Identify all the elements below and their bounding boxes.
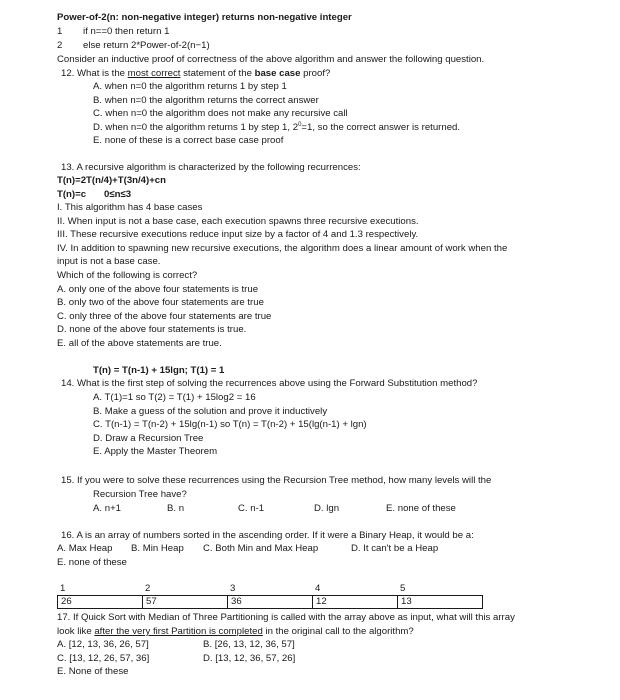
q12-underlined: most correct <box>127 68 181 79</box>
q12-prefix: 12. What is the <box>61 68 128 79</box>
q16-option-c: C. Both Min and Max Heap <box>203 543 319 554</box>
q15-option-b: B. n <box>167 503 185 514</box>
q17-pre: look like <box>57 626 95 637</box>
q13-which: Which of the following is correct? <box>57 270 198 281</box>
question-17a: 17. If Quick Sort with Median of Three Partitioning is called with the array above as input, what will this array <box>57 612 515 623</box>
q12-d-pre: D. when n=0 the algorithm returns 1 by step 1, 2 <box>93 122 299 133</box>
algorithm-line-2 <box>57 39 210 52</box>
q13-statement-3: III. These recursive executions reduce input size by a factor of 4 and 1.3 respectively. <box>57 229 419 240</box>
q17-option-a: A. [12, 13, 36, 26, 57] <box>57 639 149 650</box>
array-index-5: 5 <box>400 583 406 594</box>
question-16: 16. A is an array of numbers sorted in the ascending order. If it were a Binary Heap, it would be a: <box>61 530 474 541</box>
q13-option-c: C. only three of the above four statements are true <box>57 311 272 322</box>
q12-option-b: B. when n=0 the algorithm returns the correct answer <box>93 95 319 106</box>
q17-option-d: D. [13, 12, 36, 57, 26] <box>203 653 296 664</box>
line-text: if n==0 then return 1 <box>83 26 170 37</box>
array-cell-4: 12 <box>313 596 398 609</box>
q14-option-c: C. T(n-1) = T(n-2) + 15lg(n-1) so T(n) = T(n-2) + 15(lg(n-1) + lgn) <box>93 419 367 430</box>
array-index-1: 1 <box>60 583 66 594</box>
question-14: 14. What is the first step of solving the recurrences above using the Forward Substitution method? <box>61 378 478 389</box>
algorithm-title: Power-of-2(n: non-negative integer) returns non-negative integer <box>57 12 352 23</box>
q17-option-e: E. None of these <box>57 666 129 677</box>
q14-recurrence: T(n) = T(n-1) + 15lgn; T(1) = 1 <box>93 365 225 376</box>
array-index-2: 2 <box>145 583 151 594</box>
q15-option-c: C. n-1 <box>238 503 265 514</box>
q17-post: in the original call to the algorithm? <box>262 626 414 637</box>
q12-d-post: =1, so the correct answer is returned. <box>301 122 461 133</box>
array-index-4: 4 <box>315 583 321 594</box>
q13-option-e: E. all of the above statements are true. <box>57 338 222 349</box>
q13-recurrence-2 <box>57 188 131 201</box>
q16-option-d: D. It can't be a Heap <box>351 543 439 554</box>
q12-middle: statement of the <box>180 68 255 79</box>
q16-option-b: B. Min Heap <box>131 543 184 554</box>
line-number: 1 <box>57 26 63 37</box>
q13-option-d: D. none of the above four statements is true. <box>57 324 247 335</box>
question-12 <box>61 67 330 80</box>
q14-option-a: A. T(1)=1 so T(2) = T(1) + 15log2 = 16 <box>93 392 256 403</box>
q16-option-e: E. none of these <box>57 557 127 568</box>
q15-option-d: D. lgn <box>314 503 340 514</box>
q13-statement-2: II. When input is not a base case, each execution spawns three recursive executions. <box>57 216 419 227</box>
q14-option-e: E. Apply the Master Theorem <box>93 446 218 457</box>
array-cell-2: 57 <box>143 596 228 609</box>
q13-recurrence-1: T(n)=2T(n/4)+T(3n/4)+cn <box>57 175 167 186</box>
q12-option-e: E. none of these is a correct base case proof <box>93 135 284 146</box>
array-table <box>57 595 483 609</box>
question-17b <box>57 625 414 638</box>
q13-rec2-left: T(n)=c <box>57 189 87 200</box>
q13-statement-4b: input is not a base case. <box>57 256 161 267</box>
q17-option-b: B. [26, 13, 12, 36, 57] <box>203 639 295 650</box>
q16-option-a: A. Max Heap <box>57 543 113 554</box>
array-cell-1: 26 <box>58 596 143 609</box>
q15-option-a: A. n+1 <box>93 503 122 514</box>
q13-option-b: B. only two of the above four statements are true <box>57 297 264 308</box>
q14-option-b: B. Make a guess of the solution and prove it inductively <box>93 406 328 417</box>
instruction-text: Consider an inductive proof of correctness of the above algorithm and answer the following question. <box>57 54 485 65</box>
array-cell-5: 13 <box>398 596 483 609</box>
table-row <box>58 596 483 609</box>
q13-rec2-right: 0≤n≤3 <box>104 189 132 200</box>
q13-statement-1: I. This algorithm has 4 base cases <box>57 202 203 213</box>
q12-option-a: A. when n=0 the algorithm returns 1 by step 1 <box>93 81 287 92</box>
q12-option-c: C. when n=0 the algorithm does not make any recursive call <box>93 108 348 119</box>
q15-option-e: E. none of these <box>386 503 456 514</box>
line-number: 2 <box>57 40 63 51</box>
q12-option-d <box>93 121 460 134</box>
question-15a: 15. If you were to solve these recurrences using the Recursion Tree method, how many levels will the <box>61 475 492 486</box>
q12-d-sup: 0 <box>298 121 302 128</box>
question-15b: Recursion Tree have? <box>93 489 187 500</box>
array-index-3: 3 <box>230 583 236 594</box>
q12-suffix: proof? <box>300 68 331 79</box>
q17-underlined: after the very first Partition is completed <box>94 626 263 637</box>
array-cell-3: 36 <box>228 596 313 609</box>
q12-bold: base case <box>254 68 301 79</box>
line-text: else return 2*Power-of-2(n−1) <box>83 40 210 51</box>
algorithm-line-1 <box>57 25 169 38</box>
q14-option-d: D. Draw a Recursion Tree <box>93 433 204 444</box>
q13-option-a: A. only one of the above four statements is true <box>57 284 259 295</box>
question-13: 13. A recursive algorithm is characterized by the following recurrences: <box>61 162 361 173</box>
q13-statement-4a: IV. In addition to spawning new recursive executions, the algorithm does a linear amount of work when the <box>57 243 508 254</box>
q17-option-c: C. [13, 12, 26, 57, 36] <box>57 653 150 664</box>
